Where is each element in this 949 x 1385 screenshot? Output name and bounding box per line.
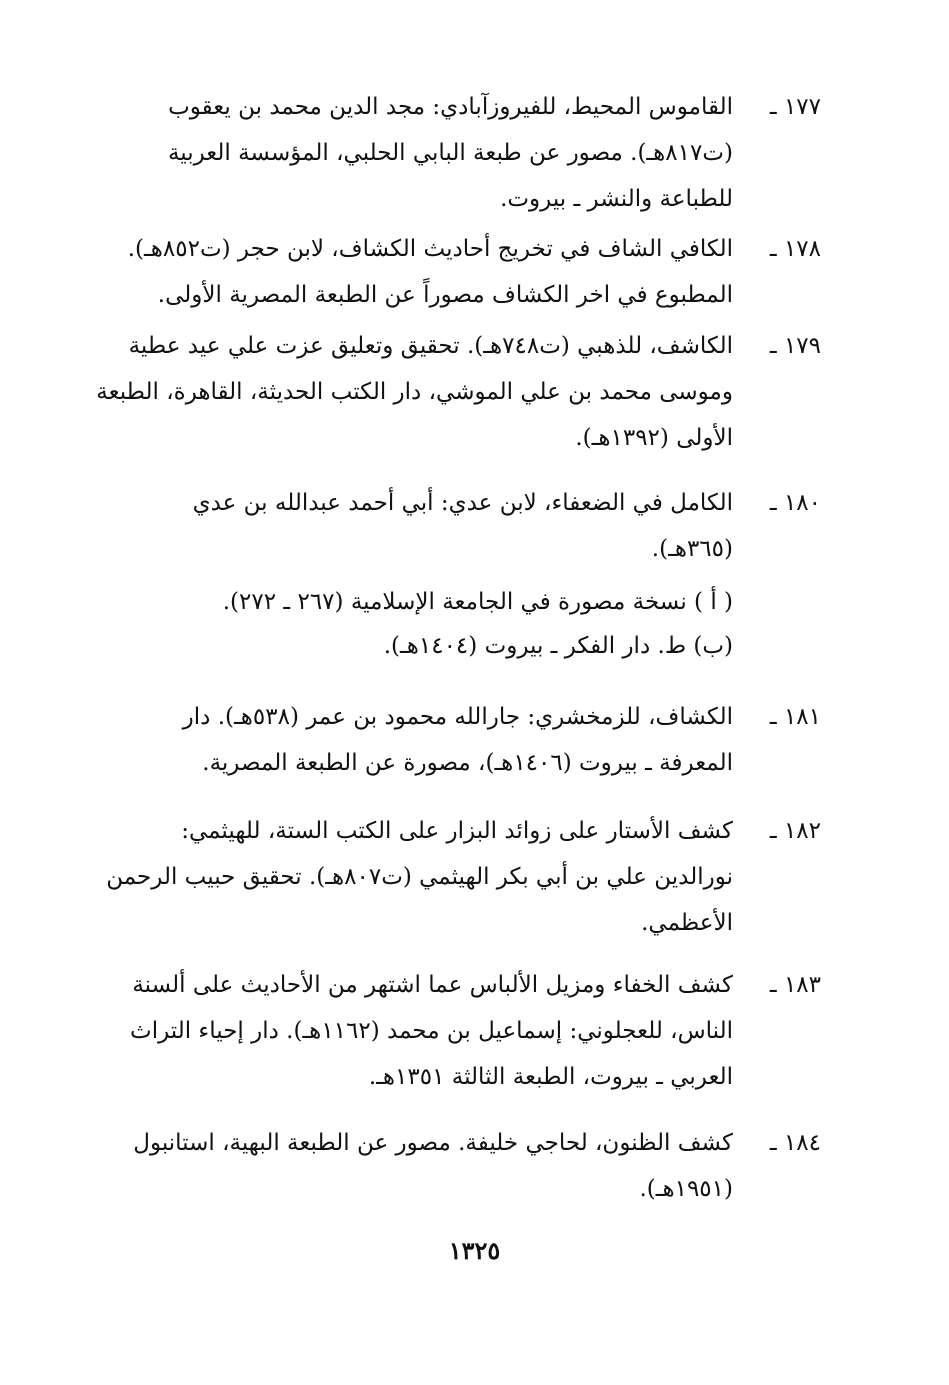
entry-line: الأعظمي. (641, 910, 733, 936)
entry-number: ١٨٣ ـ (769, 972, 821, 998)
entry-text (131, 1120, 733, 1212)
entry-line: المعرفة ـ بيروت (١٤٠٦هـ)، مصورة عن الطبعة المصرية. (202, 750, 733, 776)
entry-number: ١٧٧ ـ (769, 94, 821, 120)
entry-line: المطبوع في اخر الكشاف مصوراً عن الطبعة المصرية الأولى. (157, 282, 733, 308)
entry-line: الناس، للعجلوني: إسماعيل بن محمد (١١٦٢هـ). دار إحياء التراث (130, 1018, 733, 1044)
entry-number: ١٨٤ ـ (769, 1130, 821, 1156)
entry-line: للطباعة والنشر ـ بيروت. (500, 186, 733, 212)
entry-line: العربي ـ بيروت، الطبعة الثالثة ١٣٥١هـ. (368, 1064, 733, 1090)
entry-line: كشف الخفاء ومزيل الألباس عما اشتهر من الأحاديث على ألسنة (132, 972, 733, 998)
entry-number: ١٨٠ ـ (769, 490, 821, 516)
entry-line: الكشاف، للزمخشري: جارالله محمود بن عمر (٥٣٨هـ). دار (182, 704, 733, 730)
entry-line: القاموس المحيط، للفيروزآبادي: مجد الدين محمد بن يعقوب (168, 94, 733, 120)
entry-line: كشف الأستار على زوائد البزار على الكتب الستة، للهيثمي: (181, 818, 733, 844)
entry-number: ١٧٨ ـ (769, 236, 821, 262)
entry-text (127, 226, 733, 318)
bibliography-entry-184 (131, 1120, 821, 1212)
bibliography-entry-183 (131, 962, 821, 1100)
bibliography-entry-178 (127, 226, 821, 318)
bibliography-entry-182 (106, 808, 821, 946)
entry-text (131, 84, 733, 222)
bibliography-entry-179 (96, 323, 821, 461)
bibliography-entry-180 (131, 480, 821, 572)
sub-item: ( أ ) نسخة مصورة في الجامعة الإسلامية (٢٦٧ ـ ٢٧٢). (222, 589, 733, 615)
entry-line: الكاشف، للذهبي (ت٧٤٨هـ). تحقيق وتعليق عزت علي عيد عطية (128, 333, 733, 359)
entry-180-subitems (133, 580, 733, 668)
entry-line: الكافي الشاف في تخريج أحاديث الكشاف، لابن حجر (ت٨٥٢هـ). (127, 236, 733, 262)
entry-line: وموسى محمد بن علي الموشي، دار الكتب الحديثة، القاهرة، الطبعة (96, 379, 733, 405)
entry-line: كشف الظنون، لحاجي خليفة. مصور عن الطبعة البهية، استانبول (133, 1130, 733, 1156)
page-number: ١٣٢٥ (448, 1236, 501, 1265)
entry-line: (٣٦٥هـ). (651, 536, 733, 562)
entry-text (96, 323, 733, 461)
entry-text (131, 694, 733, 786)
entry-number: ١٨٢ ـ (769, 818, 821, 844)
entry-line: نورالدين علي بن أبي بكر الهيثمي (ت٨٠٧هـ). تحقيق حبيب الرحمن (106, 864, 733, 890)
entry-text (131, 480, 733, 572)
entry-line: (ت٨١٧هـ). مصور عن طبعة البابي الحلبي، المؤسسة العربية (167, 140, 733, 166)
entry-line: (١٩٥١هـ). (639, 1176, 733, 1202)
sub-item: (ب) ط. دار الفكر ـ بيروت (١٤٠٤هـ). (383, 633, 733, 659)
entry-line: الكامل في الضعفاء، لابن عدي: أبي أحمد عبدالله بن عدي (192, 490, 733, 516)
bibliography-entry-181 (131, 694, 821, 786)
bibliography-entry-177 (131, 84, 821, 222)
entry-number: ١٧٩ ـ (769, 333, 821, 359)
entry-text (106, 808, 733, 946)
entry-line: الأولى (١٣٩٢هـ). (575, 425, 733, 451)
entry-number: ١٨١ ـ (769, 704, 821, 730)
entry-text (131, 962, 733, 1100)
